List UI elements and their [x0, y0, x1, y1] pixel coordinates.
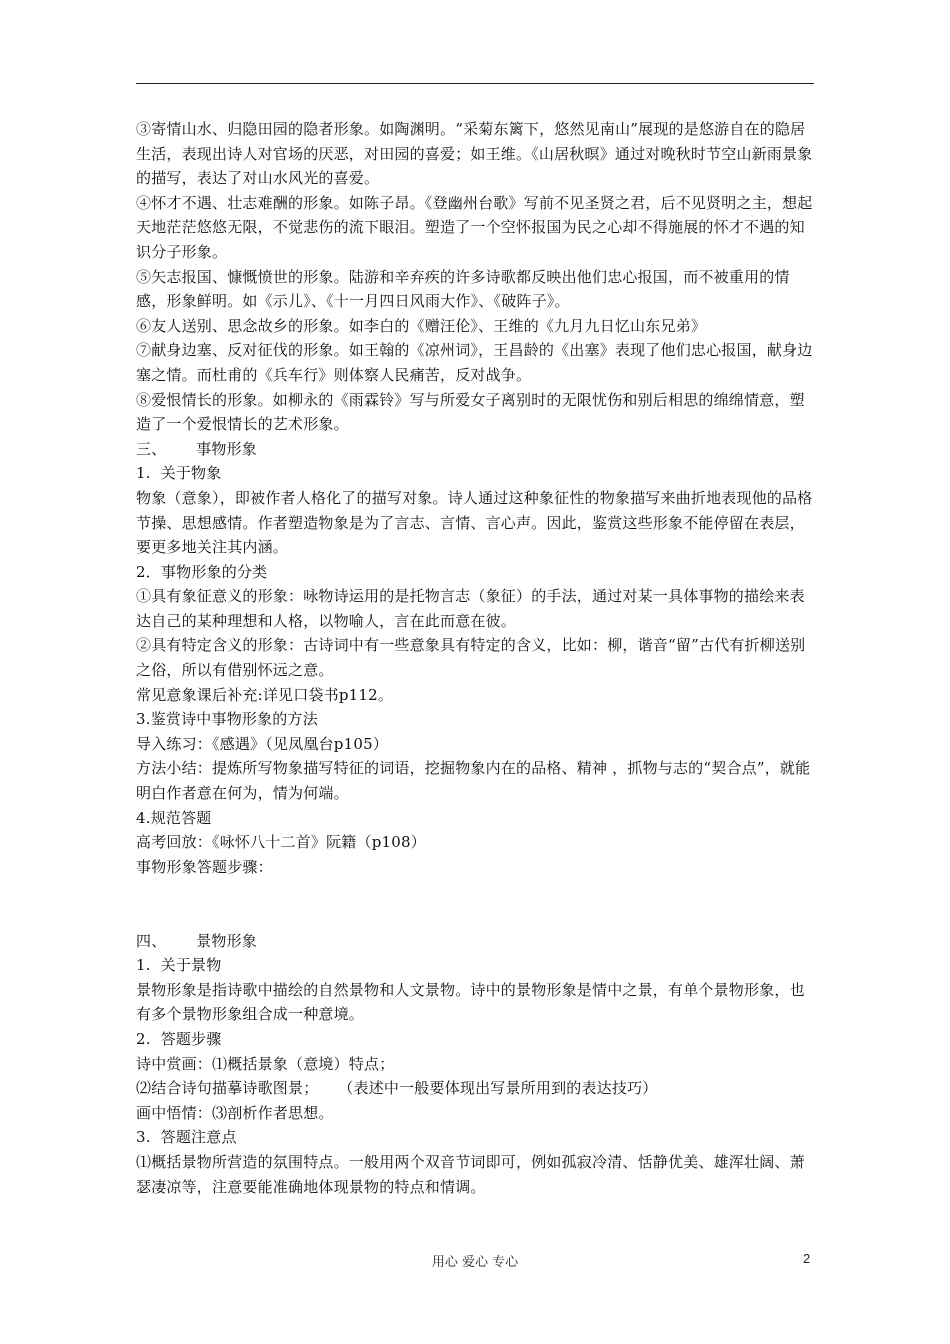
paragraph-love-image: ⑧爱恨情长的形象。如柳永的《雨霖铃》写与所爱女子离别时的无限忧伤和别后相思的绵绵情意，塑造了一个爱恨情长的艺术形象。	[136, 390, 805, 434]
subheading-object-classification: 2．事物形象的分类	[136, 562, 268, 581]
paragraph-step-two: ⑵结合诗句描摹诗歌图景； （表述中一般要体现出写景所用到的表达技巧）	[136, 1079, 658, 1098]
blank-line	[136, 904, 816, 929]
subheading-answer-steps: 2. 答题步骤	[136, 1029, 222, 1048]
subheading-standard-answer: 4.规范答题	[136, 808, 212, 827]
paragraph-step-three: 画中悟情：⑶剖析作者思想。	[136, 1103, 334, 1122]
section-heading-object-image: 三、 事物形象	[136, 439, 258, 458]
paragraph-patriot-image: ⑤矢志报国、慷慨愤世的形象。陆游和辛弃疾的许多诗歌都反映出他们忠心报国，而不被重用的情感，形象鲜明。如《示儿》、《十一月四日风雨大作》、《破阵子》。	[136, 267, 790, 311]
paragraph-object-definition: 物象（意象），即被作者人格化了的描写对象。诗人通过这种象征性的物象描写来曲折地表现他的品格节操、思想感情。作者塑造物象是为了言志、言情、言心声。因此，鉴赏这些形象不能停留在表层，要更多地关注其内涵。	[136, 488, 813, 557]
document-body	[136, 117, 816, 1199]
paragraph-recluse-image: ③寄情山水、归隐田园的隐者形象。如陶渊明。“采菊东篱下，悠然见南山”展现的是悠游自在的隐居生活，表现出诗人对官场的厌恶，对田园的喜爱；如王维。《山居秋暝》通过对晚秋时节空山新雨景象的描写，表达了对山水风光的喜爱。	[136, 120, 813, 188]
subheading-answer-notes: 3. 答题注意点	[136, 1128, 237, 1147]
paragraph-farewell-image: ⑥友人送别、思念故乡的形象。如李白的《赠汪伦》、王维的《九月九日忆山东兄弟》	[136, 316, 707, 335]
section-heading-scenery-image: 四、 景物形象	[136, 931, 258, 950]
page-footer: 用心 爱心 专心	[431, 1255, 519, 1270]
paragraph-scenery-definition: 景物形象是指诗歌中描绘的自然景物和人文景物。诗中的景物形象是情中之景，有单个景物形象，也有多个景物形象组合成一种意境。	[136, 980, 805, 1024]
header-rule	[136, 83, 814, 84]
page-number: 2	[803, 1251, 811, 1266]
paragraph-common-images-note: 常见意象课后补充:详见口袋书p112。	[136, 685, 394, 704]
paragraph-method-summary: 方法小结：提炼所写物象描写特征的词语，挖掘物象内在的品格、精神 ，抓物与志的“契合点”，就能明白作者意在何为，情为何端。	[136, 759, 811, 803]
subheading-about-scenery: 1. 关于景物	[136, 956, 222, 975]
paragraph-frontier-image: ⑦献身边塞、反对征伐的形象。如王翰的《凉州词》，王昌龄的《出塞》表现了他们忠心报国，献身边塞之情。而杜甫的《兵车行》则体察人民痛苦，反对战争。	[136, 341, 813, 384]
paragraph-specific-meaning-image: ②具有特定含义的形象：古诗词中有一些意象具有特定的含义，比如：柳，谐音“留”古代有折柳送别之俗，所以有借别怀远之意。	[136, 636, 806, 680]
blank-line	[136, 879, 816, 904]
paragraph-intro-exercise: 导入练习：《感遇》（见凤凰台p105）	[136, 734, 389, 753]
paragraph-symbolic-image: ①具有象征意义的形象：咏物诗运用的是托物言志（象征）的手法，通过对某一具体事物的描绘来表达自己的某种理想和人格，以物喻人，言在此而意在彼。	[136, 587, 805, 630]
paragraph-note-one: ⑴概括景物所营造的氛围特点。一般用两个双音节词即可，例如孤寂冷清、恬静优美、雄浑壮阔、萧瑟凄凉等，注意要能准确地体现景物的特点和情调。	[136, 1152, 805, 1196]
subheading-about-objects: 1. 关于物象	[136, 464, 222, 483]
paragraph-unrecognized-talent-image: ④怀才不遇、壮志难酬的形象。如陈子昂。《登幽州台歌》写前不见圣贤之君，后不见贤明之主，想起天地茫茫悠悠无限，不觉悲伤的流下眼泪。塑造了一个空怀报国为民之心却不得施展的怀才不遇的知识分子形象。	[136, 193, 813, 261]
paragraph-answer-steps-label: 事物形象答题步骤：	[136, 857, 273, 876]
subheading-appreciation-method: 3.鉴赏诗中事物形象的方法	[136, 710, 318, 729]
paragraph-exam-review: 高考回放：《咏怀八十二首》阮籍（p108）	[136, 833, 426, 852]
paragraph-step-one: 诗中赏画：⑴概括景象（意境）特点；	[136, 1054, 395, 1073]
